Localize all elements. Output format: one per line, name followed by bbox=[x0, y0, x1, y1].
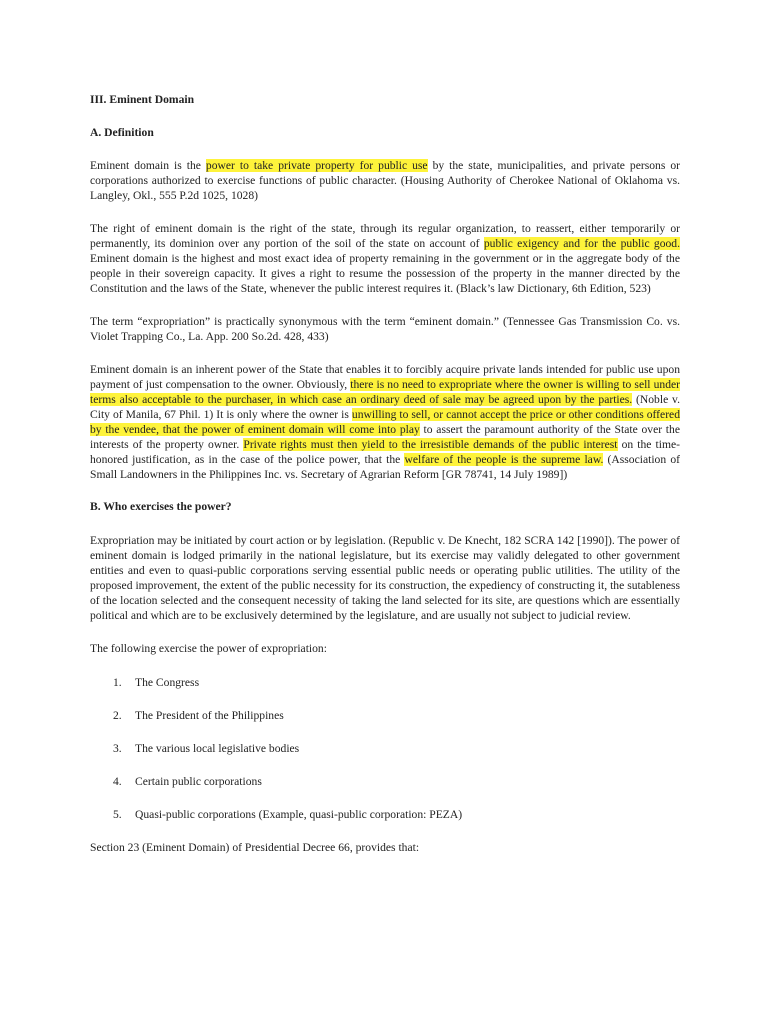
list-item-text: The various local legislative bodies bbox=[135, 742, 300, 755]
text-run: Eminent domain is the bbox=[90, 159, 206, 172]
list-item bbox=[90, 774, 680, 789]
list-number: 5. bbox=[113, 808, 122, 821]
highlighted-text: welfare of the people is the supreme law. bbox=[404, 453, 604, 466]
text-run: (Association of Small Landowners in the Philippines Inc. vs. Secretary of Agrarian Reform [GR 78741, 14 July 1989]) bbox=[90, 453, 681, 481]
text-run: (Noble v. City of Manila, 67 Phil. 1) It is only where the owner is bbox=[90, 393, 680, 421]
highlighted-text: there is no need to expropriate where the owner is willing to sell under terms also acceptable to the purchaser, in which case an ordinary deed of sale may be agreed upon by the parties. bbox=[90, 378, 681, 406]
list-number: 3. bbox=[113, 742, 122, 755]
list-item-text: The Congress bbox=[135, 676, 200, 689]
text-run: Eminent domain is the highest and most exact idea of property remaining in the government or in the aggregate body of the people in their sovereign capacity. It gives a right to resume the possession of the property in the manner directed by the Constitution and the laws of the State, whenever the public interest requires it. (Black’s law Dictionary, 6th Edition, 523) bbox=[90, 252, 680, 295]
paragraph-list-intro: The following exercise the power of expropriation: bbox=[90, 642, 327, 655]
paragraph-section-23: Section 23 (Eminent Domain) of Presidential Decree 66, provides that: bbox=[90, 841, 420, 854]
highlighted-text: unwilling to sell, or cannot accept the price or other conditions offered by the vendee, that the power of eminent domain will come into play bbox=[90, 408, 680, 436]
section-heading-eminent-domain: III. Eminent Domain bbox=[90, 93, 195, 106]
list-item-text: The President of the Philippines bbox=[135, 709, 284, 722]
list-number: 4. bbox=[113, 775, 122, 788]
list-item bbox=[90, 675, 680, 690]
subheading-definition: A. Definition bbox=[90, 126, 154, 139]
highlighted-text: power to take private property for public use bbox=[205, 159, 428, 172]
list-number: 1. bbox=[113, 676, 122, 689]
paragraph-expropriation-term: The term “expropriation” is practically synonymous with the term “eminent domain.” (Tennessee Gas Transmission Co. vs. Violet Trapping Co., La. App. 200 So.2d. 428, 433) bbox=[90, 315, 680, 343]
text-run: on the time-honored justification, as in the case of the police power, that the bbox=[90, 438, 680, 466]
highlighted-text: public exigency and for the public good. bbox=[483, 237, 680, 250]
text-run: by the state, municipalities, and private persons or corporations authorized to exercise functions of public character. (Housing Authority of Cherokee National of Oklahoma vs. Langley, Okl., 555 P.2d 1025, 1028) bbox=[90, 159, 680, 202]
paragraph-expropriation-initiation: Expropriation may be initiated by court action or by legislation. (Republic v. De Knecht, 182 SCRA 142 [1990]). The power of eminent domain is lodged primarily in the national legislature, but its exercise may validly delegated to other government entities and even to quasi-public corporations serving essential public needs or operating public utilities. The utility of the proposed improvement, the extent of the public necessity for its construction, the expediency of constructing it, the sutableness of the location selected and the consequent necessity of taking the land selected for its site, are questions which are essentially political and which are to be exclusively determined by the legislature, and are usually not subject to judicial review. bbox=[90, 534, 680, 622]
list-number: 2. bbox=[113, 709, 122, 722]
expropriation-powers-list bbox=[90, 675, 680, 822]
paragraph-inherent-power bbox=[90, 362, 680, 482]
list-item bbox=[90, 708, 680, 723]
text-run: Eminent domain is an inherent power of the State that enables it to forcibly acquire private lands intended for public use upon payment of just compensation to the owner. Obviously, bbox=[90, 363, 680, 391]
list-item-text: Quasi-public corporations (Example, quasi-public corporation: PEZA) bbox=[135, 808, 463, 821]
text-run: The right of eminent domain is the right of the state, through its regular organization, to reassert, either temporarily or permanently, its dominion over any portion of the soil of the state on account of bbox=[90, 222, 680, 250]
list-item-text: Certain public corporations bbox=[135, 775, 262, 788]
paragraph-definition bbox=[90, 158, 680, 203]
list-item bbox=[90, 741, 680, 756]
highlighted-text: Private rights must then yield to the irresistible demands of the public interest bbox=[243, 438, 618, 451]
subheading-who-exercises: B. Who exercises the power? bbox=[90, 500, 232, 513]
paragraph-right-of-eminent-domain bbox=[90, 221, 680, 296]
text-run: to assert the paramount authority of the State over the interests of the property owner. bbox=[90, 423, 680, 451]
list-item bbox=[90, 807, 680, 822]
